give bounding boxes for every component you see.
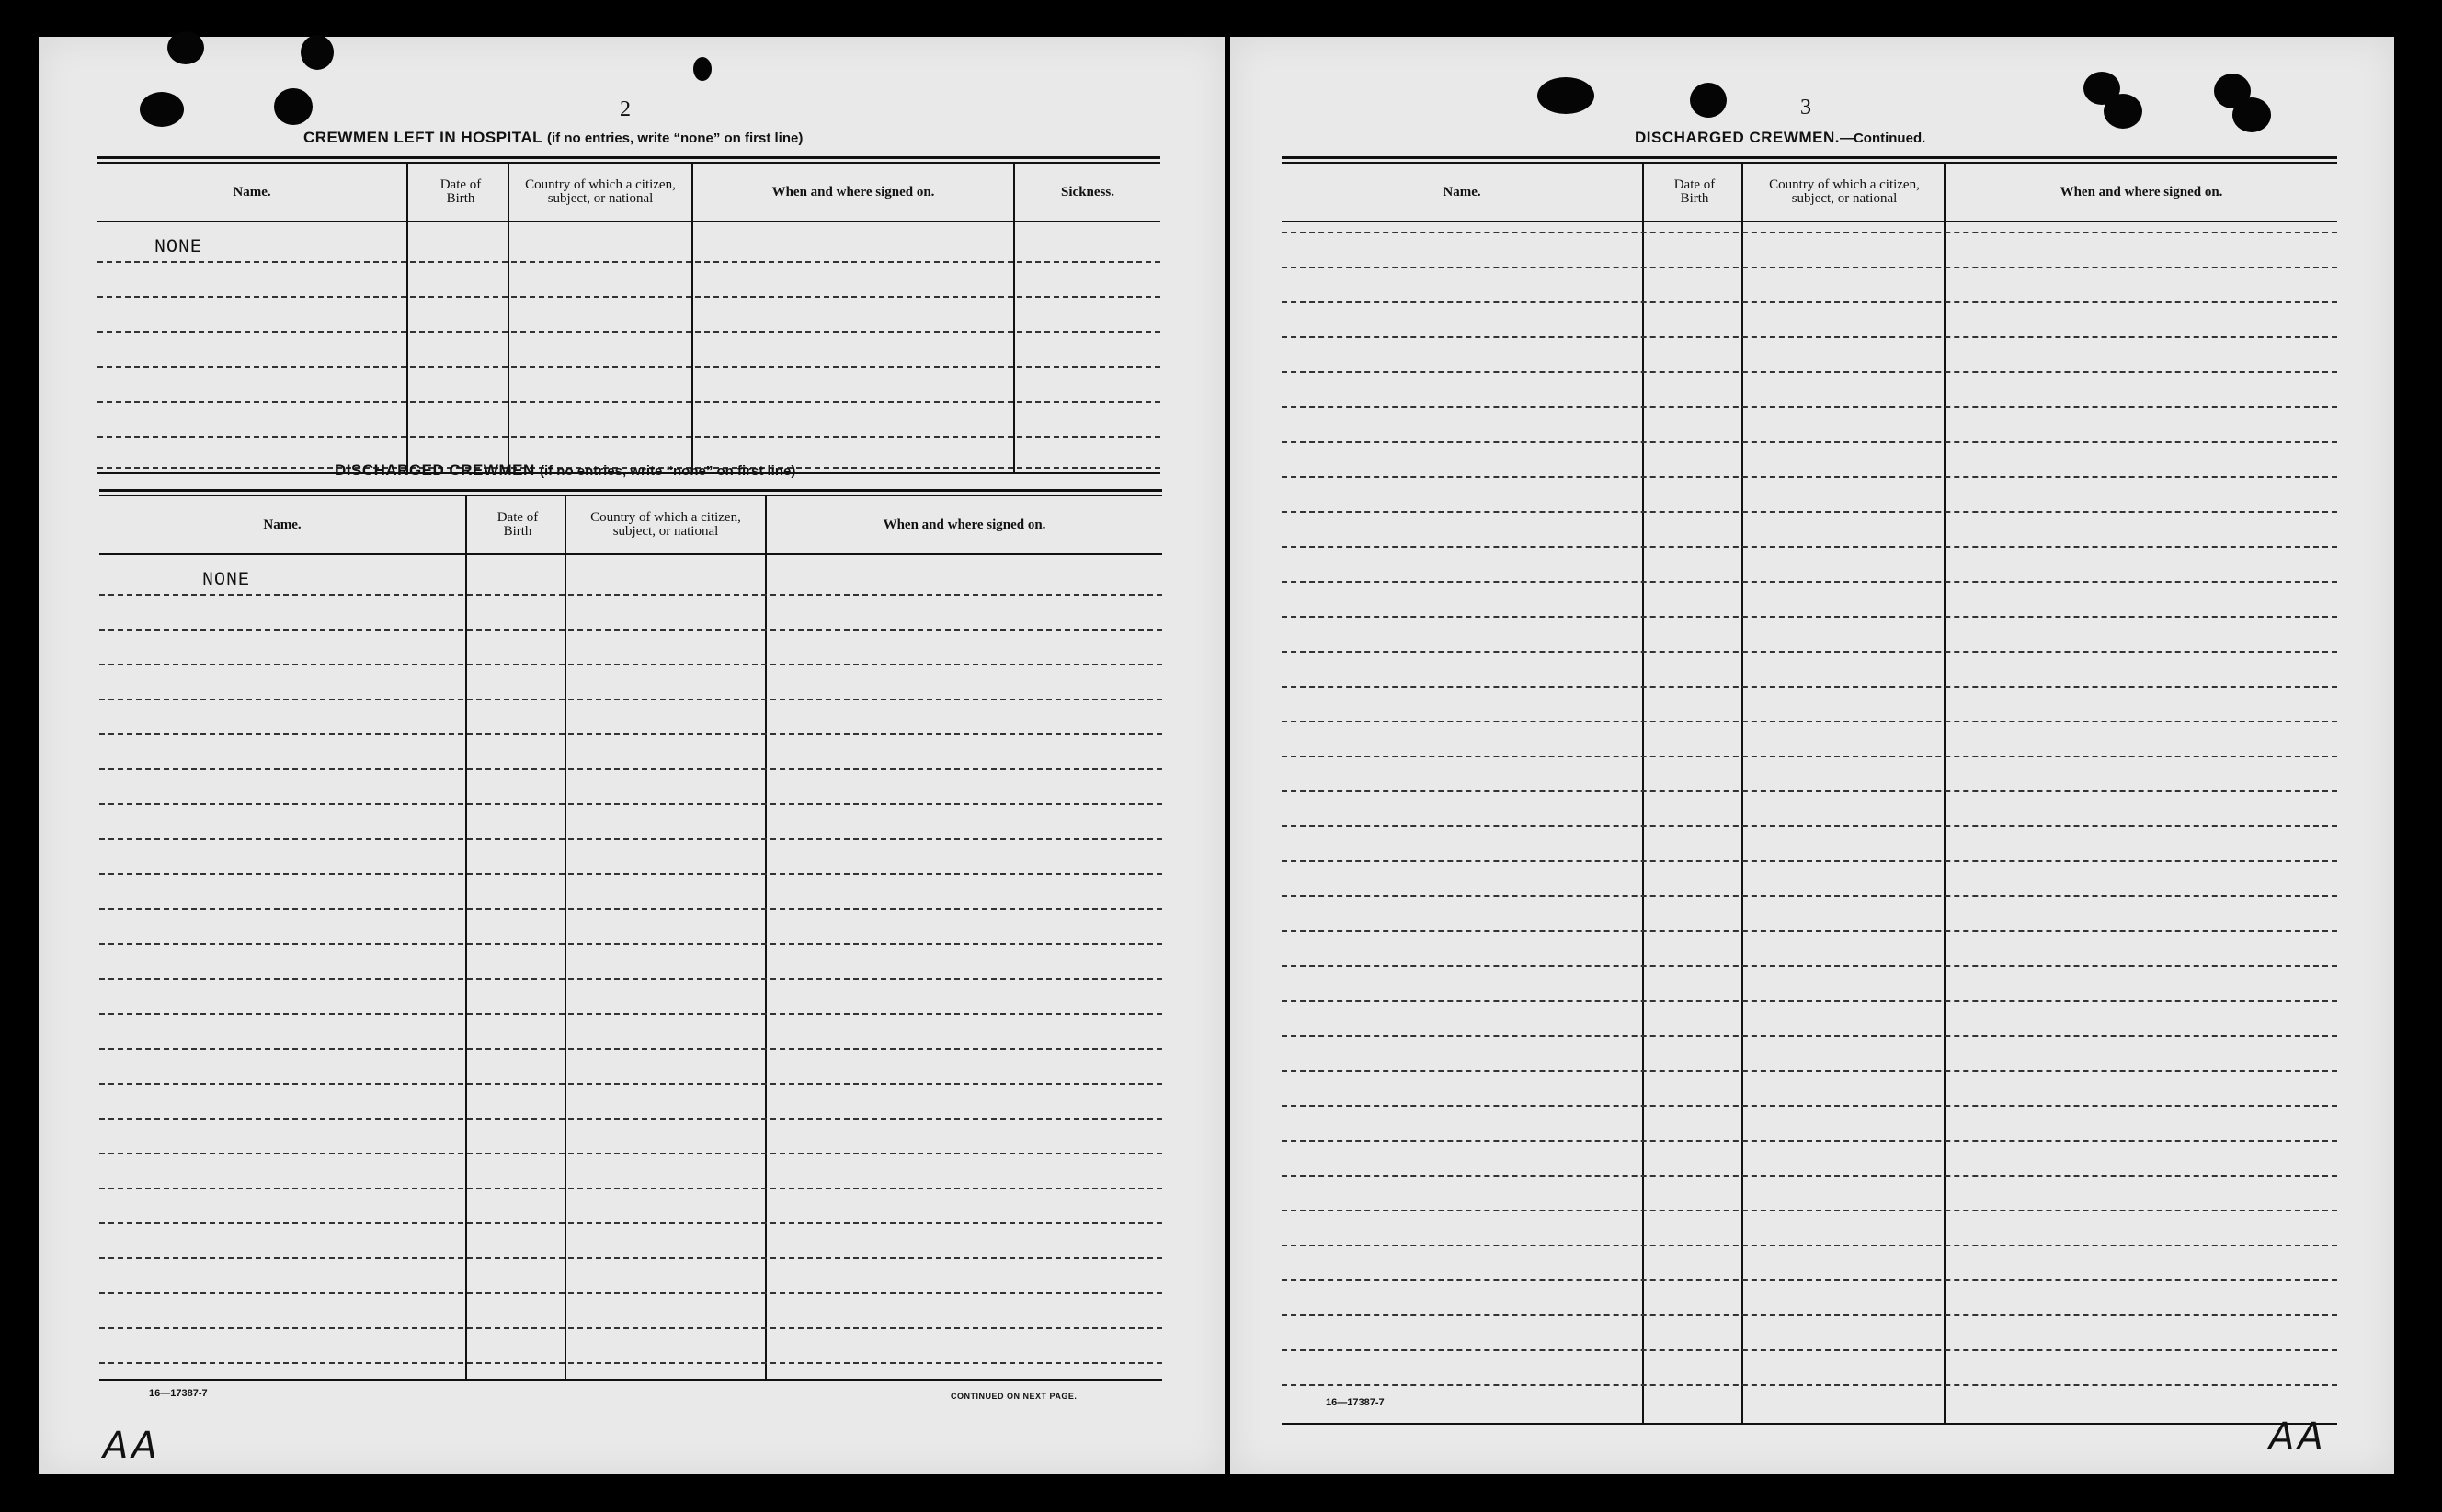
table-row <box>1282 860 2337 862</box>
table-row <box>1282 1000 2337 1002</box>
column-header-signed-on: When and where signed on. <box>883 517 1046 532</box>
table-row <box>99 1153 1162 1154</box>
column-header-sickness: Sickness. <box>1061 184 1114 199</box>
table-row <box>97 331 1160 333</box>
table-row <box>99 908 1162 910</box>
punch-hole <box>167 31 204 64</box>
table-row <box>99 629 1162 631</box>
table-row <box>99 978 1162 980</box>
table-row <box>1282 1140 2337 1142</box>
table-row <box>1282 651 2337 653</box>
punch-hole <box>2104 94 2142 129</box>
punch-hole <box>1690 83 1727 118</box>
table-row <box>1282 1070 2337 1072</box>
discharged-table <box>99 489 1162 1388</box>
table-row <box>97 366 1160 368</box>
table-row <box>99 733 1162 735</box>
table-row <box>97 296 1160 298</box>
punch-hole <box>2232 97 2271 132</box>
table-row <box>1282 441 2337 443</box>
handwritten-initials: AA <box>2269 1415 2327 1458</box>
table-row <box>99 1327 1162 1329</box>
table-row <box>1282 616 2337 618</box>
table-row <box>1282 336 2337 338</box>
column-header-signed-on: When and where signed on. <box>2060 184 2223 199</box>
punch-hole <box>693 57 712 81</box>
table-row <box>99 1362 1162 1364</box>
table-row <box>1282 1314 2337 1316</box>
table-row <box>1282 686 2337 688</box>
hospital-table <box>97 156 1160 474</box>
column-header-name: Name. <box>233 184 271 199</box>
table-row <box>1282 1175 2337 1177</box>
discharged-section-title: DISCHARGED CREWMEN (if no entries, write “none” on first line) <box>335 461 796 479</box>
table-row <box>1282 1210 2337 1211</box>
column-header-signed-on: When and where signed on. <box>771 184 935 199</box>
table-row <box>99 699 1162 700</box>
table-row <box>99 664 1162 665</box>
page-number: 2 <box>620 97 631 121</box>
table-row <box>1282 1279 2337 1281</box>
left-page <box>39 37 1225 1474</box>
table-row <box>1282 371 2337 373</box>
table-row <box>1282 895 2337 897</box>
table-row <box>99 1292 1162 1294</box>
table-row <box>97 436 1160 438</box>
table-row <box>99 873 1162 875</box>
table-row <box>99 1083 1162 1085</box>
table-row <box>99 594 1162 596</box>
punch-hole <box>140 92 184 127</box>
table-row <box>99 838 1162 840</box>
table-row <box>1282 546 2337 548</box>
table-row <box>99 803 1162 805</box>
table-row <box>1282 790 2337 792</box>
punch-hole <box>274 88 313 125</box>
column-header-date-of-birth: Date of Birth <box>1673 177 1716 206</box>
table-row <box>1282 1384 2337 1386</box>
table-row <box>1282 756 2337 757</box>
continued-note: CONTINUED ON NEXT PAGE. <box>951 1392 1078 1401</box>
table-row <box>99 768 1162 770</box>
table-row <box>1282 232 2337 233</box>
table-row <box>99 1013 1162 1015</box>
column-header-name: Name. <box>263 517 302 532</box>
column-header-country: Country of which a citizen, subject, or national <box>525 177 676 206</box>
table-row <box>1282 301 2337 303</box>
form-number: 16—17387-7 <box>1326 1397 1385 1408</box>
table-row <box>99 1222 1162 1224</box>
column-header-date-of-birth: Date of Birth <box>439 177 482 206</box>
table-row <box>97 401 1160 403</box>
table-row <box>1282 476 2337 478</box>
column-header-country: Country of which a citizen, subject, or national <box>590 510 741 539</box>
form-number: 16—17387-7 <box>149 1388 208 1399</box>
table-row <box>1282 1349 2337 1351</box>
column-header-date-of-birth: Date of Birth <box>496 510 539 539</box>
table-row <box>1282 965 2337 967</box>
table-row <box>99 943 1162 945</box>
column-header-country: Country of which a citizen, subject, or national <box>1769 177 1920 206</box>
table-row <box>1282 825 2337 827</box>
table-row <box>1282 1245 2337 1246</box>
table-row <box>1282 511 2337 513</box>
table-row <box>99 1188 1162 1189</box>
punch-hole <box>301 35 334 70</box>
table-row <box>1282 930 2337 932</box>
table-row <box>1282 406 2337 408</box>
page-number: 3 <box>1800 96 1811 119</box>
table-row <box>1282 1035 2337 1037</box>
right-page <box>1230 37 2394 1474</box>
table-row <box>1282 267 2337 268</box>
discharged-continued-title: DISCHARGED CREWMEN.—Continued. <box>1635 129 1926 146</box>
handwritten-initials: AA <box>103 1425 161 1467</box>
column-header-name: Name. <box>1443 184 1481 199</box>
discharged-continued-table <box>1282 156 2337 1430</box>
table-row <box>1282 721 2337 722</box>
table-row <box>99 1118 1162 1120</box>
table-row <box>1282 581 2337 583</box>
table-row <box>1282 1105 2337 1107</box>
table-row <box>99 1048 1162 1050</box>
hospital-section-title: CREWMEN LEFT IN HOSPITAL (if no entries, write “none” on first line) <box>303 129 804 146</box>
table-row <box>97 261 1160 263</box>
table-row <box>99 1257 1162 1259</box>
punch-hole <box>1537 77 1594 114</box>
discharged-entry: NONE <box>202 570 251 591</box>
hospital-entry: NONE <box>154 237 203 258</box>
